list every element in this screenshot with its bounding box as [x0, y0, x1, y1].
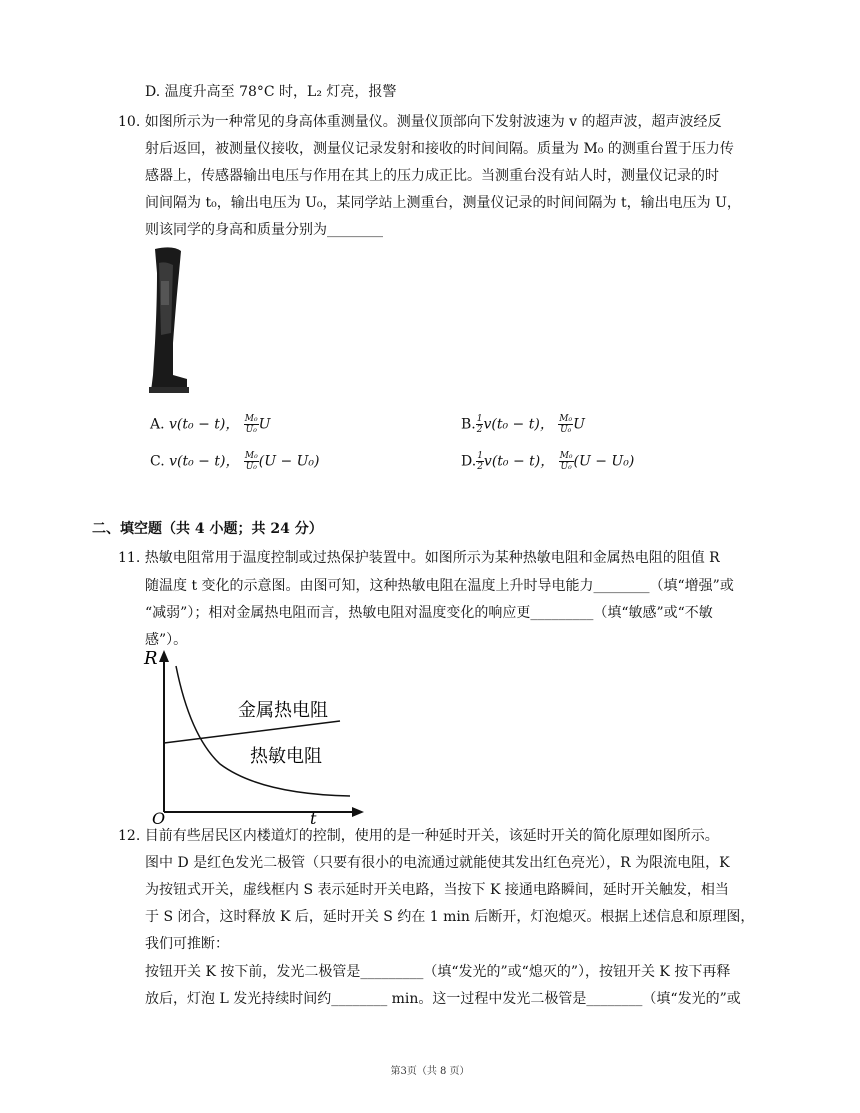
- q10-option-c: C. v(t₀ − t)， $\frac{\text{M₀}}{\text{U₀}}$ (U − U₀): [150, 451, 320, 472]
- fraction: $\frac{\text{M₀}}{\text{U₀}}$: [559, 414, 573, 435]
- fraction: $\frac{\text{M₀}}{\text{U₀}}$: [244, 451, 258, 472]
- q12-line-7: 放后，灯泡 L 发光持续时间约________ min。这一过程中发光二极管是________（填“发光的”或: [145, 991, 741, 1007]
- fraction: $\frac{1}{2}$: [477, 451, 483, 472]
- resistance-temperature-graph: [140, 646, 370, 826]
- y-axis-label: R: [144, 648, 158, 669]
- q12-line-2: 图中 D 是红色发光二极管（只要有很小的电流通过就能使其发出红色亮光），R 为限流电阻，K: [145, 855, 730, 871]
- x-axis-arrow: [352, 807, 364, 817]
- section-title: 二、填空题（共 4 小题；共 24 分）: [92, 521, 323, 537]
- q11-line-2: 随温度 t 变化的示意图。由图可知，这种热敏电阻在温度上升时导电能力________（填“增强”或: [145, 578, 734, 594]
- q10-option-b: B. $\frac{1}{2}$ v(t₀ − t)， $\frac{\text{M₀}}{\text{U₀}}$ U: [461, 414, 585, 435]
- q10-option-a: A. v(t₀ − t)， $\frac{\text{M₀}}{\text{U₀}}$ U: [150, 414, 271, 435]
- q10-line-4: 间间隔为 t₀，输出电压为 U₀，某同学站上测重台，测量仪记录的时间间隔为 t，输出电压为 U，: [145, 195, 741, 211]
- q12-line-3: 为按钮式开关，虚线框内 S 表示延时开关电路，当按下 K 接通电路瞬间，延时开关触发，相当: [145, 882, 729, 898]
- metal-resistor-curve: [164, 721, 340, 743]
- q12-line-5: 我们可推断：: [145, 936, 229, 952]
- fraction: $\frac{1}{2}$: [476, 414, 483, 435]
- y-axis-arrow: [159, 650, 169, 662]
- q12-line-1: 12. 目前有些居民区内楼道灯的控制，使用的是一种延时开关，该延时开关的简化原理如图所示。: [118, 828, 719, 844]
- q9-option-d: D. 温度升高至 78°C 时，L₂ 灯亮，报警: [145, 84, 397, 100]
- q12-line-6: 按钮开关 K 按下前，发光二极管是_________（填“发光的”或“熄灭的”），按钮开关 K 按下再释: [145, 964, 731, 980]
- q10-line-3: 感器上，传感器输出电压与作用在其上的压力成正比。当测重台没有站人时，测量仪记录的时: [145, 168, 719, 184]
- q11-line-4: 感”）。: [145, 632, 188, 648]
- q12-line-4: 于 S 闭合，这时释放 K 后，延时开关 S 约在 1 min 后断开，灯泡熄灭。根据上述信息和原理图，: [145, 909, 755, 925]
- q10-line-2: 射后返回，被测量仪接收，测量仪记录发射和接收的时间间隔。质量为 M₀ 的测重台置于压力传: [145, 141, 734, 157]
- origin-label: O: [152, 809, 166, 826]
- height-scale-figure: [143, 243, 195, 395]
- page-footer: 第3页（共 8 页）: [390, 1066, 470, 1077]
- q11-line-3: “减弱”）；相对金属热电阻而言，热敏电阻对温度变化的响应更_________（填“敏感”或“不敏: [145, 605, 713, 621]
- fraction: $\frac{\text{M₀}}{\text{U₀}}$: [244, 414, 258, 435]
- q11-line-1: 11. 热敏电阻常用于温度控制或过热保护装置中。如图所示为某种热敏电阻和金属热电阻的阻值 R: [118, 550, 720, 566]
- q10-line-5: 则该同学的身高和质量分别为________: [145, 222, 383, 238]
- metal-resistor-label: 金属热电阻: [238, 700, 328, 721]
- q10-line-1: 10. 如图所示为一种常见的身高体重测量仪。测量仪顶部向下发射波速为 v 的超声波，超声波经反: [118, 114, 722, 130]
- q10-option-d: D. $\frac{1}{2}$ v(t₀ − t)， $\frac{\text{M₀}}{\text{U₀}}$ (U − U₀): [461, 451, 635, 472]
- fraction: $\frac{\text{M₀}}{\text{U₀}}$: [559, 451, 573, 472]
- x-axis-label: t: [310, 809, 317, 826]
- thermistor-label: 热敏电阻: [250, 746, 322, 767]
